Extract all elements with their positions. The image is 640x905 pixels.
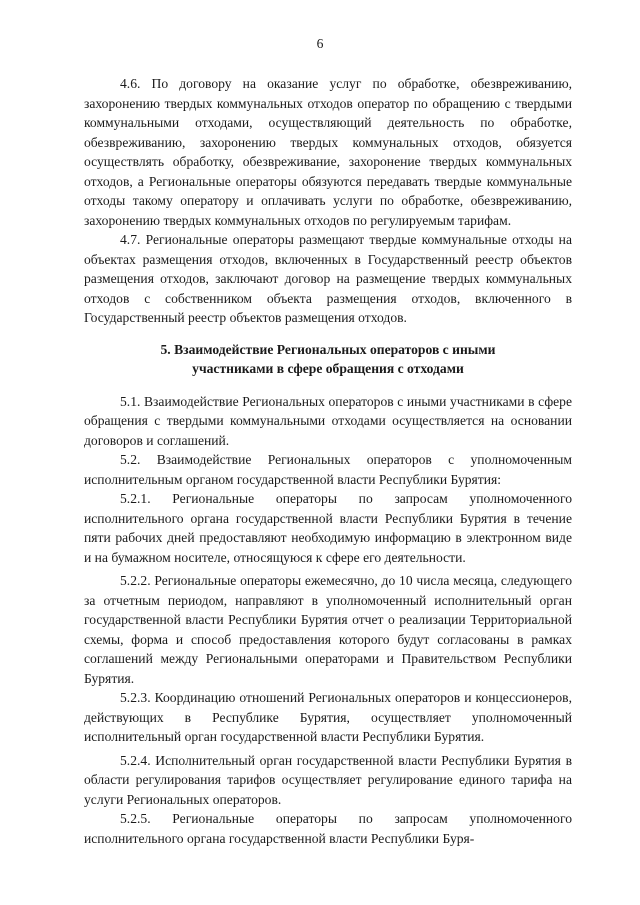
paragraph-5-2-5: 5.2.5. Региональные операторы по запросам уполномоченного исполнительного органа государственной власти Республики Буря- — [84, 811, 572, 846]
paragraph-5-1: 5.1. Взаимодействие Региональных операторов с иными участниками в сфере обращения с твердыми коммунальными отходами осуществляется на основании договоров и соглашений. — [84, 393, 572, 448]
paragraph-5-2-1: 5.2.1. Региональные операторы по запросам уполномоченного исполнительного органа государственной власти Республики Бурятия в течение пяти рабочих дней предоставляют необходимую информацию в электронном виде и на бумажном носителе, относящуюся к сфере его деятельности. — [84, 491, 572, 565]
section-heading-line2: участниками в сфере обращения с отходами — [192, 360, 464, 376]
paragraph-4-7: 4.7. Региональные операторы размещают твердые коммунальные отходы на объектах размещения отходов, включенных в Государственный реестр объектов размещения отходов, заключают договор на размещение твердых коммунальных отходов с собственником объекта размещения отходов, включенного в Государственный реестр объектов размещения отходов. — [84, 232, 572, 325]
page-number: 6 — [316, 36, 324, 51]
document-body — [84, 74, 572, 848]
paragraph-5-2-3: 5.2.3. Координацию отношений Региональных операторов и концессионеров, действующих в Республике Бурятия, осуществляет уполномоченный исполнительный орган государственной власти Республики Бурятия. — [84, 690, 572, 744]
paragraph-5-2: 5.2. Взаимодействие Региональных операторов с уполномоченным исполнительным органом государственной власти Республики Бурятия: — [84, 452, 572, 487]
paragraph-4-6: 4.6. По договору на оказание услуг по обработке, обезвреживанию, захоронению твердых коммунальных отходов оператор по обращению с твердыми коммунальными отходами, осуществляющий деятельность по обработке, обезвреживанию, захоронению твердых коммунальных отходов, обязуется осуществлять обработку, обезвреживание, захоронение твердых коммунальных отходов, а Региональные операторы обязуются передавать твердые коммунальные отходы такому оператору и оплачивать услуги по обработке, обезвреживанию, захоронению твердых коммунальных отходов по регулируемым тарифам. — [84, 76, 572, 228]
section-heading — [84, 340, 572, 378]
section-heading-line1: 5. Взаимодействие Региональных операторов с иными — [160, 341, 496, 357]
paragraph-5-2-2: 5.2.2. Региональные операторы ежемесячно, до 10 числа месяца, следующего за отчетным периодом, направляют в уполномоченный исполнительный орган государственной власти Республики Бурятия отчет о реализации Территориальной схемы, форма и способ предоставления которого будут согласованы в рамках соглашений между Региональными операторами и Правительством Республики Бурятия. — [84, 573, 572, 686]
paragraph-5-2-4: 5.2.4. Исполнительный орган государственной власти Республики Бурятия в области регулирования тарифов осуществляет регулирование единого тарифа на услуги Региональных операторов. — [84, 752, 572, 807]
